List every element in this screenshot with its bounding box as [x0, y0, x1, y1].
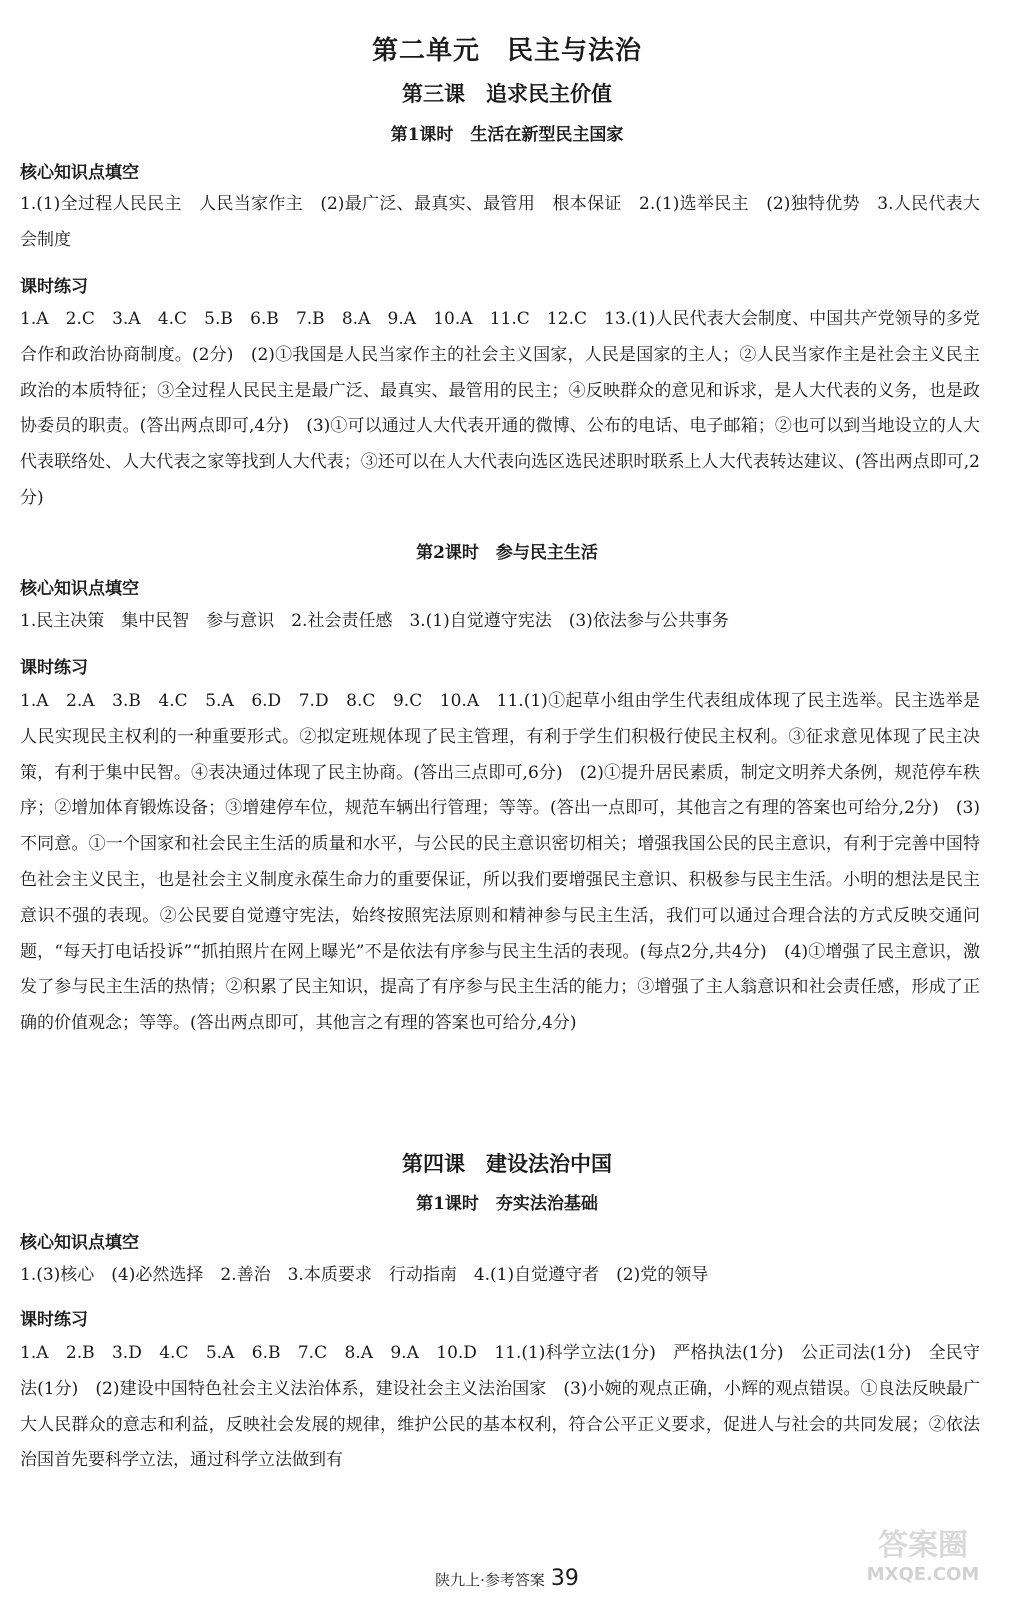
lesson3-period1-practice-label: 课时练习: [20, 277, 88, 297]
watermark-mark: 答案圈: [878, 1528, 968, 1563]
lesson3-period1-fill-label: 核心知识点填空: [20, 163, 139, 183]
lesson3-title: 第三课 追求民主价值: [402, 81, 612, 106]
lesson4-title: 第四课 建设法治中国: [402, 1151, 612, 1176]
lesson4-period1-fill-label: 核心知识点填空: [20, 1233, 139, 1253]
lesson4-period1-title: 第1课时 夯实法治基础: [416, 1194, 598, 1214]
lesson4-period1-practice-text: 1.A 2.B 3.D 4.C 5.A 6.B 7.C 8.A 9.A 10.D 11.(1)科学立法(1分) 严格执法(1分) 公正司法(1分) 全民守法(1分) (2)建设中国特色社会主义法治体系，建设社会主义法治国家 (3)小婉的观点正确，小辉的观点错误。①良法反映最广大人民群众的意志和利益，反映社会发展的规律，维护公民的基本权利，符合公平正义要求，促进人与社会的共同发展；②依法治国首先要科学立法，通过科学立法做到有: [20, 1343, 980, 1471]
lesson3-period2-title: 第2课时 参与民主生活: [416, 543, 598, 563]
footer-label: 陕九上·参考答案: [435, 1571, 545, 1589]
lesson3-period2-fill-text: 1.民主决策 集中民智 参与意识 2.社会责任感 3.(1)自觉遵守宪法 (3)依法参与公共事务: [20, 611, 729, 631]
unit-title: 第二单元 民主与法治: [371, 36, 642, 66]
lesson3-period1-practice-text: 1.A 2.C 3.A 4.C 5.B 6.B 7.B 8.A 9.A 10.A 11.C 12.C 13.(1)人民代表大会制度、中国共产党领导的多党合作和政治协商制度。(2分) (2)①我国是人民当家作主的社会主义国家，人民是国家的主人；②人民当家作主是社会主义民主政治的本质特征；③全过程人民民主是最广泛、最真实、最管用的民主；④反映群众的意见和诉求，是人大代表的义务，也是政协委员的职责。(答出两点即可,4分) (3)①可以通过人大代表开通的微博、公布的电话、电子邮箱；②也可以到当地设立的人大代表联络处、人大代表之家等找到人大代表；③还可以在人大代表向选区选民述职时联系上人大代表转达建议、(答出两点即可,2分): [20, 309, 980, 508]
lesson3-period2-fill-label: 核心知识点填空: [20, 579, 139, 599]
lesson3-period2-practice-text: 1.A 2.A 3.B 4.C 5.A 6.D 7.D 8.C 9.C 10.A 11.(1)①起草小组由学生代表组成体现了民主选举。民主选举是人民实现民主权利的一种重要形式。②拟定班规体现了民主管理，有利于学生们积极行使民主权利。③征求意见体现了民主决策，有利于集中民智。④表决通过体现了民主协商。(答出三点即可,6分) (2)①提升居民素质，制定文明养犬条例，规范停车秩序；②增加体育锻炼设备；③增建停车位，规范车辆出行管理；等等。(答出一点即可，其他言之有理的答案也可给分,2分) (3)不同意。①一个国家和社会民主生活的质量和水平，与公民的民主意识密切相关；增强我国公民的民主意识，有利于完善中国特色社会主义民主，也是社会主义制度永葆生命力的重要保证，所以我们要增强民主意识、积极参与民主生活。小明的想法是民主意识不强的表现。②公民要自觉遵守宪法，始终按照宪法原则和精神参与民主生活，我们可以通过合理合法的方式反映交通问题，“每天打电话投诉”“抓拍照片在网上曝光”不是依法有序参与民主生活的表现。(每点2分,共4分) (4)①增强了民主意识，激发了参与民主生活的热情；②积累了民主知识，提高了有序参与民主生活的能力；③增强了主人翁意识和社会责任感，形成了正确的价值观念；等等。(答出两点即可，其他言之有理的答案也可给分,4分): [20, 691, 981, 1034]
lesson3-period2-practice-label: 课时练习: [20, 658, 88, 678]
watermark-logo: [848, 1528, 998, 1592]
lesson3-period1-fill-text: 1.(1)全过程人民民主 人民当家作主 (2)最广泛、最真实、最管用 根本保证 2.(1)选举民主 (2)独特优势 3.人民代表大会制度: [20, 194, 980, 250]
page-number: 39: [550, 1566, 579, 1591]
lesson4-period1-practice-label: 课时练习: [20, 1310, 88, 1330]
lesson4-period1-fill-text: 1.(3)核心 (4)必然选择 2.善治 3.本质要求 行动指南 4.(1)自觉遵守者 (2)党的领导: [20, 1265, 709, 1285]
watermark-url: MXQE.COM: [866, 1564, 980, 1585]
lesson3-period1-title: 第1课时 生活在新型民主国家: [390, 125, 624, 145]
